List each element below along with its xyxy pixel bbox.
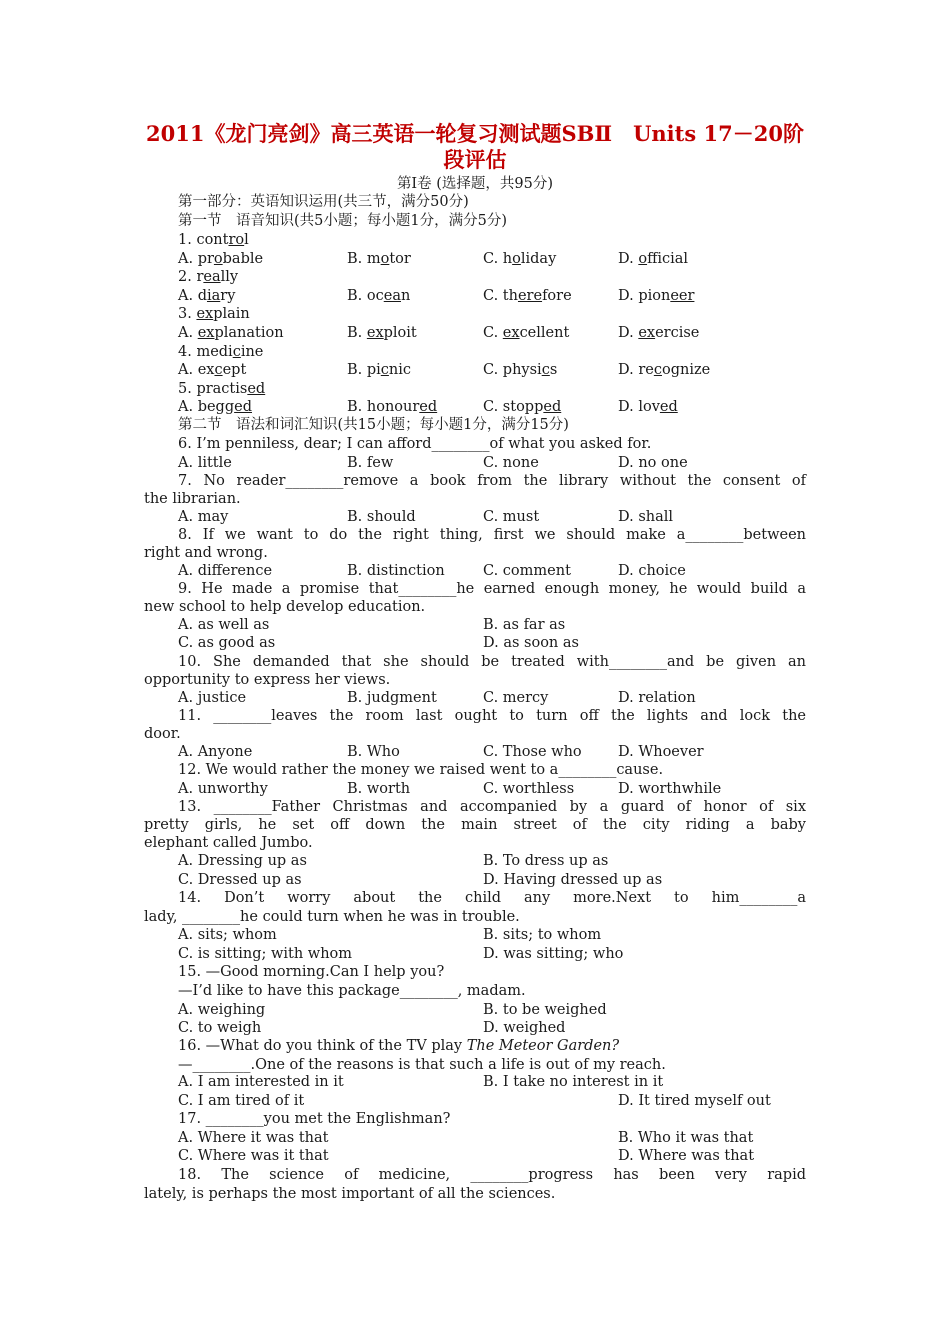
answer-option[interactable]: B. distinction (347, 563, 445, 579)
answer-option[interactable]: D. was sitting; who (483, 946, 624, 962)
answer-option[interactable]: C. as good as (178, 635, 276, 651)
answer-option[interactable]: B. judgment (347, 690, 437, 706)
answer-option[interactable]: B. few (347, 455, 394, 471)
answer-option[interactable]: C. comment (483, 563, 571, 579)
answer-option[interactable]: D. Where was that (618, 1148, 755, 1164)
answer-option[interactable]: A. unworthy (178, 781, 268, 797)
question-stem: 7. No reader________remove a book from the library without the consent of (178, 473, 806, 489)
phonetic-option[interactable]: A. diary (178, 288, 236, 304)
phonetic-option[interactable]: C. stopped (483, 399, 562, 415)
answer-option[interactable]: D. worthwhile (618, 781, 722, 797)
answer-option[interactable]: C. Where was it that (178, 1148, 329, 1164)
volume-heading: 第Ⅰ卷 (选择题，共95分) (396, 176, 554, 192)
answer-option[interactable]: A. weighing (178, 1002, 266, 1018)
phonetic-stem-2: 2. really (178, 269, 239, 285)
question-stem: 14. Don’t worry about the child any more.Next to him________a (178, 890, 806, 906)
answer-option[interactable]: B. worth (347, 781, 411, 797)
answer-option[interactable]: A. difference (178, 563, 273, 579)
question-stem: 15. —Good morning.Can I help you? (178, 964, 445, 980)
answer-option[interactable]: D. relation (618, 690, 696, 706)
question-stem: 13. ________Father Christmas and accompanied by a guard of honor of six (178, 799, 806, 815)
answer-option[interactable]: A. Dressing up as (178, 853, 307, 869)
question-stem-continued: pretty girls, he set off down the main street of the city riding a baby (144, 817, 806, 833)
title-line-2: 段评估 (443, 147, 507, 172)
question-stem-continued: new school to help develop education. (144, 599, 426, 615)
question-stem-continued: the librarian. (144, 491, 241, 507)
answer-option[interactable]: D. weighed (483, 1020, 566, 1036)
answer-option[interactable]: C. Dressed up as (178, 872, 302, 888)
answer-option[interactable]: B. as far as (483, 617, 566, 633)
phonetic-option[interactable]: B. exploit (347, 325, 417, 341)
answer-option[interactable]: A. sits; whom (178, 927, 277, 943)
answer-option[interactable]: D. choice (618, 563, 686, 579)
phonetic-option[interactable]: C. excellent (483, 325, 570, 341)
phonetic-option[interactable]: D. official (618, 251, 689, 267)
question-stem-continued: elephant called Jumbo. (144, 835, 313, 851)
answer-option[interactable]: D. no one (618, 455, 688, 471)
answer-option[interactable]: C. mercy (483, 690, 549, 706)
question-stem: 12. We would rather the money we raised went to a________cause. (178, 762, 664, 778)
answer-option[interactable]: A. Anyone (178, 744, 253, 760)
answer-option[interactable]: D. Having dressed up as (483, 872, 663, 888)
question-stem: 9. He made a promise that________he earned enough money, he would build a (178, 581, 806, 597)
question-stem: 11. ________leaves the room last ought to turn off the lights and lock the (178, 708, 806, 724)
answer-option[interactable]: D. shall (618, 509, 674, 525)
tv-play-title: The Meteor Garden? (466, 1038, 620, 1054)
section1-heading: 第一节 语音知识(共5小题；每小题1分，满分5分) (178, 213, 507, 229)
phonetic-option[interactable]: B. picnic (347, 362, 412, 378)
section2-heading: 第二节 语法和词汇知识(共15小题；每小题1分，满分15分) (178, 417, 569, 433)
phonetic-stem-5: 5. practised (178, 381, 266, 397)
answer-option[interactable]: B. to be weighed (483, 1002, 607, 1018)
question-stem: 10. She demanded that she should be treated with________and be given an (178, 654, 806, 670)
part1-heading: 第一部分：英语知识运用(共三节，满分50分) (178, 194, 469, 210)
phonetic-stem-3: 3. explain (178, 306, 250, 322)
question-stem: 6. I’m penniless, dear; I can afford________of what you asked for. (178, 436, 652, 452)
answer-option[interactable]: A. justice (178, 690, 247, 706)
question-stem-continued: right and wrong. (144, 545, 268, 561)
answer-option[interactable]: A. may (178, 509, 229, 525)
phonetic-option[interactable]: C. therefore (483, 288, 572, 304)
answer-option[interactable]: B. Who it was that (618, 1130, 754, 1146)
phonetic-option[interactable]: A. begged (178, 399, 252, 415)
answer-option[interactable]: D. It tired myself out (618, 1093, 771, 1109)
document-title (120, 121, 830, 173)
question-stem: 16. —What do you think of the TV play The Meteor Garden? (178, 1038, 620, 1054)
answer-option[interactable]: B. should (347, 509, 416, 525)
answer-option[interactable]: C. I am tired of it (178, 1093, 305, 1109)
question-stem: 18. The science of medicine, ________progress has been very rapid (178, 1167, 806, 1183)
phonetic-option[interactable]: D. pioneer (618, 288, 695, 304)
phonetic-option[interactable]: D. loved (618, 399, 678, 415)
answer-option[interactable]: C. must (483, 509, 540, 525)
phonetic-option[interactable]: B. ocean (347, 288, 411, 304)
phonetic-option[interactable]: C. physics (483, 362, 558, 378)
phonetic-option[interactable]: B. honoured (347, 399, 438, 415)
question-stem-continued: opportunity to express her views. (144, 672, 391, 688)
phonetic-stem-1: 1. control (178, 232, 249, 248)
phonetic-option[interactable]: D. exercise (618, 325, 700, 341)
question-stem-continued: —I’d like to have this package________, madam. (178, 983, 526, 999)
phonetic-option[interactable]: A. except (178, 362, 247, 378)
question-stem: 17. ________you met the Englishman? (178, 1111, 451, 1127)
question-stem-continued: door. (144, 726, 181, 742)
answer-option[interactable]: A. Where it was that (178, 1130, 329, 1146)
answer-option[interactable]: B. I take no interest in it (483, 1074, 664, 1090)
answer-option[interactable]: C. is sitting; with whom (178, 946, 353, 962)
phonetic-option[interactable]: B. motor (347, 251, 411, 267)
answer-option[interactable]: C. Those who (483, 744, 582, 760)
question-stem-continued: lately, is perhaps the most important of all the sciences. (144, 1186, 556, 1202)
answer-option[interactable]: B. To dress up as (483, 853, 609, 869)
phonetic-option[interactable]: D. recognize (618, 362, 711, 378)
answer-option[interactable]: D. Whoever (618, 744, 704, 760)
answer-option[interactable]: B. Who (347, 744, 400, 760)
question-stem-continued: lady, ________he could turn when he was in trouble. (144, 909, 520, 925)
phonetic-option[interactable]: C. holiday (483, 251, 557, 267)
phonetic-stem-4: 4. medicine (178, 344, 264, 360)
answer-option[interactable]: C. to weigh (178, 1020, 262, 1036)
answer-option[interactable]: D. as soon as (483, 635, 579, 651)
answer-option[interactable]: A. I am interested in it (178, 1074, 344, 1090)
answer-option[interactable]: B. sits; to whom (483, 927, 602, 943)
question-stem-continued: —________.One of the reasons is that such a life is out of my reach. (178, 1057, 666, 1073)
phonetic-option[interactable]: A. probable (178, 251, 264, 267)
answer-option[interactable]: A. as well as (178, 617, 270, 633)
answer-option[interactable]: A. little (178, 455, 232, 471)
title-line-1: 2011《龙门亮剑》高三英语一轮复习测试题SBⅡ Units 17－20阶 (146, 121, 804, 146)
answer-option[interactable]: C. worthless (483, 781, 575, 797)
phonetic-option[interactable]: A. explanation (178, 325, 284, 341)
answer-option[interactable]: C. none (483, 455, 539, 471)
question-stem: 8. If we want to do the right thing, first we should make a________between (178, 527, 806, 543)
